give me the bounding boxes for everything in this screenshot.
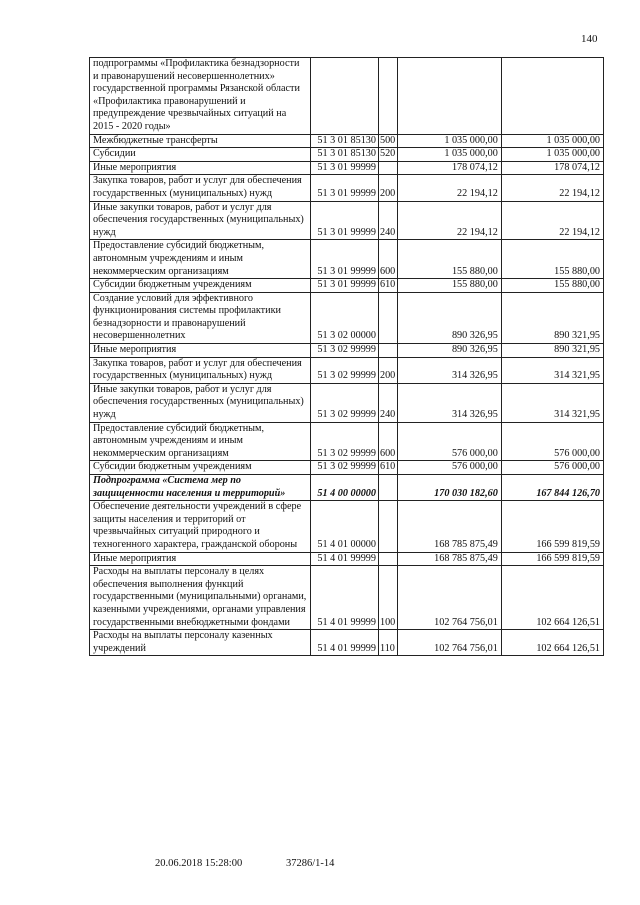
amount-executed-cell: 1 035 000,00	[501, 148, 603, 162]
amount-executed-cell: 102 664 126,51	[501, 566, 603, 630]
expense-type-code-cell: 200	[378, 175, 397, 201]
table-row	[90, 566, 604, 630]
expense-type-code-cell: 500	[378, 134, 397, 148]
expense-name-cell: Иные закупки товаров, работ и услуг для обеспечения государственных (муниципальных) нужд	[90, 201, 311, 240]
amount-planned-cell: 102 764 756,01	[397, 566, 501, 630]
expense-name-cell: Закупка товаров, работ и услуг для обеспечения государственных (муниципальных) нужд	[90, 357, 311, 383]
table-row	[90, 475, 604, 501]
expense-name-cell: Иные мероприятия	[90, 344, 311, 358]
table-body	[90, 58, 604, 656]
expense-name-cell: Субсидии бюджетным учреждениям	[90, 279, 311, 293]
amount-executed-cell: 314 321,95	[501, 383, 603, 422]
expense-name-cell: Иные мероприятия	[90, 161, 311, 175]
amount-planned-cell: 890 326,95	[397, 292, 501, 343]
target-article-code-cell: 51 3 01 99999	[310, 279, 378, 293]
amount-executed-cell: 178 074,12	[501, 161, 603, 175]
expense-type-code-cell: 610	[378, 461, 397, 475]
expense-type-code-cell	[378, 552, 397, 566]
amount-executed-cell: 155 880,00	[501, 279, 603, 293]
expense-type-code-cell: 240	[378, 201, 397, 240]
target-article-code-cell: 51 4 00 00000	[310, 475, 378, 501]
expense-name-cell: Предоставление субсидий бюджетным, автономным учреждениям и иным некоммерческим организациям	[90, 240, 311, 279]
amount-executed-cell: 22 194,12	[501, 201, 603, 240]
amount-executed-cell	[501, 58, 603, 135]
expense-type-code-cell: 240	[378, 383, 397, 422]
table-row	[90, 344, 604, 358]
expense-type-code-cell	[378, 344, 397, 358]
amount-planned-cell: 22 194,12	[397, 175, 501, 201]
expense-name-cell: Подпрограмма «Система мер по защищенности населения и территорий»	[90, 475, 311, 501]
expense-name-cell: Субсидии	[90, 148, 311, 162]
amount-planned-cell: 178 074,12	[397, 161, 501, 175]
target-article-code-cell: 51 4 01 00000	[310, 501, 378, 552]
expense-name-cell: Иные закупки товаров, работ и услуг для обеспечения государственных (муниципальных) нужд	[90, 383, 311, 422]
expense-type-code-cell	[378, 161, 397, 175]
amount-executed-cell: 102 664 126,51	[501, 630, 603, 656]
budget-table	[89, 57, 604, 656]
page-number: 140	[581, 33, 598, 45]
table-row	[90, 383, 604, 422]
table-row	[90, 134, 604, 148]
amount-planned-cell: 170 030 182,60	[397, 475, 501, 501]
table-row	[90, 630, 604, 656]
expense-type-code-cell	[378, 58, 397, 135]
amount-planned-cell: 314 326,95	[397, 357, 501, 383]
expense-type-code-cell: 110	[378, 630, 397, 656]
expense-type-code-cell: 200	[378, 357, 397, 383]
target-article-code-cell	[310, 58, 378, 135]
target-article-code-cell: 51 3 02 99999	[310, 357, 378, 383]
table-row	[90, 292, 604, 343]
amount-executed-cell: 576 000,00	[501, 461, 603, 475]
target-article-code-cell: 51 3 02 99999	[310, 344, 378, 358]
amount-planned-cell: 102 764 756,01	[397, 630, 501, 656]
amount-planned-cell: 890 326,95	[397, 344, 501, 358]
target-article-code-cell: 51 4 01 99999	[310, 552, 378, 566]
table-row	[90, 161, 604, 175]
target-article-code-cell: 51 3 02 99999	[310, 461, 378, 475]
expense-name-cell: Создание условий для эффективного функционирования системы профилактики безнадзорности и правонарушений несовершеннолетних	[90, 292, 311, 343]
amount-planned-cell: 1 035 000,00	[397, 148, 501, 162]
table-row	[90, 422, 604, 461]
expense-type-code-cell: 610	[378, 279, 397, 293]
footer-datetime: 20.06.2018 15:28:00	[155, 858, 243, 869]
expense-name-cell: подпрограммы «Профилактика безнадзорности и правонарушений несовершеннолетних» государственной программы Рязанской области «Профилактика правонарушений и предупреждение чрезвычайных ситуаций на 2015 - 2020 годы»	[90, 58, 311, 135]
table-row	[90, 240, 604, 279]
expense-name-cell: Расходы на выплаты персоналу в целях обеспечения выполнения функций государственными (муниципальными) органами, казенными учреждениями, органами управления государственными внебюджетными фондами	[90, 566, 311, 630]
amount-planned-cell: 314 326,95	[397, 383, 501, 422]
table-row	[90, 552, 604, 566]
expense-type-code-cell	[378, 292, 397, 343]
target-article-code-cell: 51 3 02 00000	[310, 292, 378, 343]
amount-executed-cell: 890 321,95	[501, 292, 603, 343]
amount-executed-cell: 22 194,12	[501, 175, 603, 201]
amount-executed-cell: 166 599 819,59	[501, 501, 603, 552]
table-row	[90, 461, 604, 475]
expense-name-cell: Иные мероприятия	[90, 552, 311, 566]
target-article-code-cell: 51 3 01 99999	[310, 161, 378, 175]
target-article-code-cell: 51 3 01 99999	[310, 201, 378, 240]
target-article-code-cell: 51 3 01 85130	[310, 148, 378, 162]
table-row	[90, 357, 604, 383]
expense-type-code-cell: 100	[378, 566, 397, 630]
footer-doc-number: 37286/1-14	[286, 858, 335, 869]
expense-type-code-cell: 520	[378, 148, 397, 162]
table-row	[90, 58, 604, 135]
amount-executed-cell: 576 000,00	[501, 422, 603, 461]
expense-name-cell: Обеспечение деятельности учреждений в сфере защиты населения и территорий от чрезвычайных ситуаций природного и техногенного характера, гражданской обороны	[90, 501, 311, 552]
table-row	[90, 279, 604, 293]
target-article-code-cell: 51 3 02 99999	[310, 422, 378, 461]
amount-planned-cell: 576 000,00	[397, 422, 501, 461]
target-article-code-cell: 51 3 01 99999	[310, 240, 378, 279]
target-article-code-cell: 51 4 01 99999	[310, 566, 378, 630]
amount-planned-cell: 168 785 875,49	[397, 552, 501, 566]
amount-executed-cell: 1 035 000,00	[501, 134, 603, 148]
amount-executed-cell: 890 321,95	[501, 344, 603, 358]
amount-planned-cell: 576 000,00	[397, 461, 501, 475]
amount-executed-cell: 314 321,95	[501, 357, 603, 383]
amount-planned-cell: 22 194,12	[397, 201, 501, 240]
table-row	[90, 175, 604, 201]
amount-planned-cell: 155 880,00	[397, 279, 501, 293]
expense-name-cell: Предоставление субсидий бюджетным, автономным учреждениям и иным некоммерческим организациям	[90, 422, 311, 461]
amount-executed-cell: 166 599 819,59	[501, 552, 603, 566]
amount-planned-cell: 155 880,00	[397, 240, 501, 279]
expense-type-code-cell: 600	[378, 422, 397, 461]
expense-name-cell: Расходы на выплаты персоналу казенных учреждений	[90, 630, 311, 656]
amount-planned-cell: 1 035 000,00	[397, 134, 501, 148]
table-row	[90, 201, 604, 240]
expense-type-code-cell	[378, 501, 397, 552]
expense-name-cell: Субсидии бюджетным учреждениям	[90, 461, 311, 475]
amount-executed-cell: 155 880,00	[501, 240, 603, 279]
target-article-code-cell: 51 3 02 99999	[310, 383, 378, 422]
table-row	[90, 501, 604, 552]
target-article-code-cell: 51 3 01 85130	[310, 134, 378, 148]
table-row	[90, 148, 604, 162]
expense-name-cell: Закупка товаров, работ и услуг для обеспечения государственных (муниципальных) нужд	[90, 175, 311, 201]
amount-planned-cell	[397, 58, 501, 135]
expense-type-code-cell: 600	[378, 240, 397, 279]
expense-name-cell: Межбюджетные трансферты	[90, 134, 311, 148]
amount-planned-cell: 168 785 875,49	[397, 501, 501, 552]
amount-executed-cell: 167 844 126,70	[501, 475, 603, 501]
expense-type-code-cell	[378, 475, 397, 501]
target-article-code-cell: 51 4 01 99999	[310, 630, 378, 656]
target-article-code-cell: 51 3 01 99999	[310, 175, 378, 201]
